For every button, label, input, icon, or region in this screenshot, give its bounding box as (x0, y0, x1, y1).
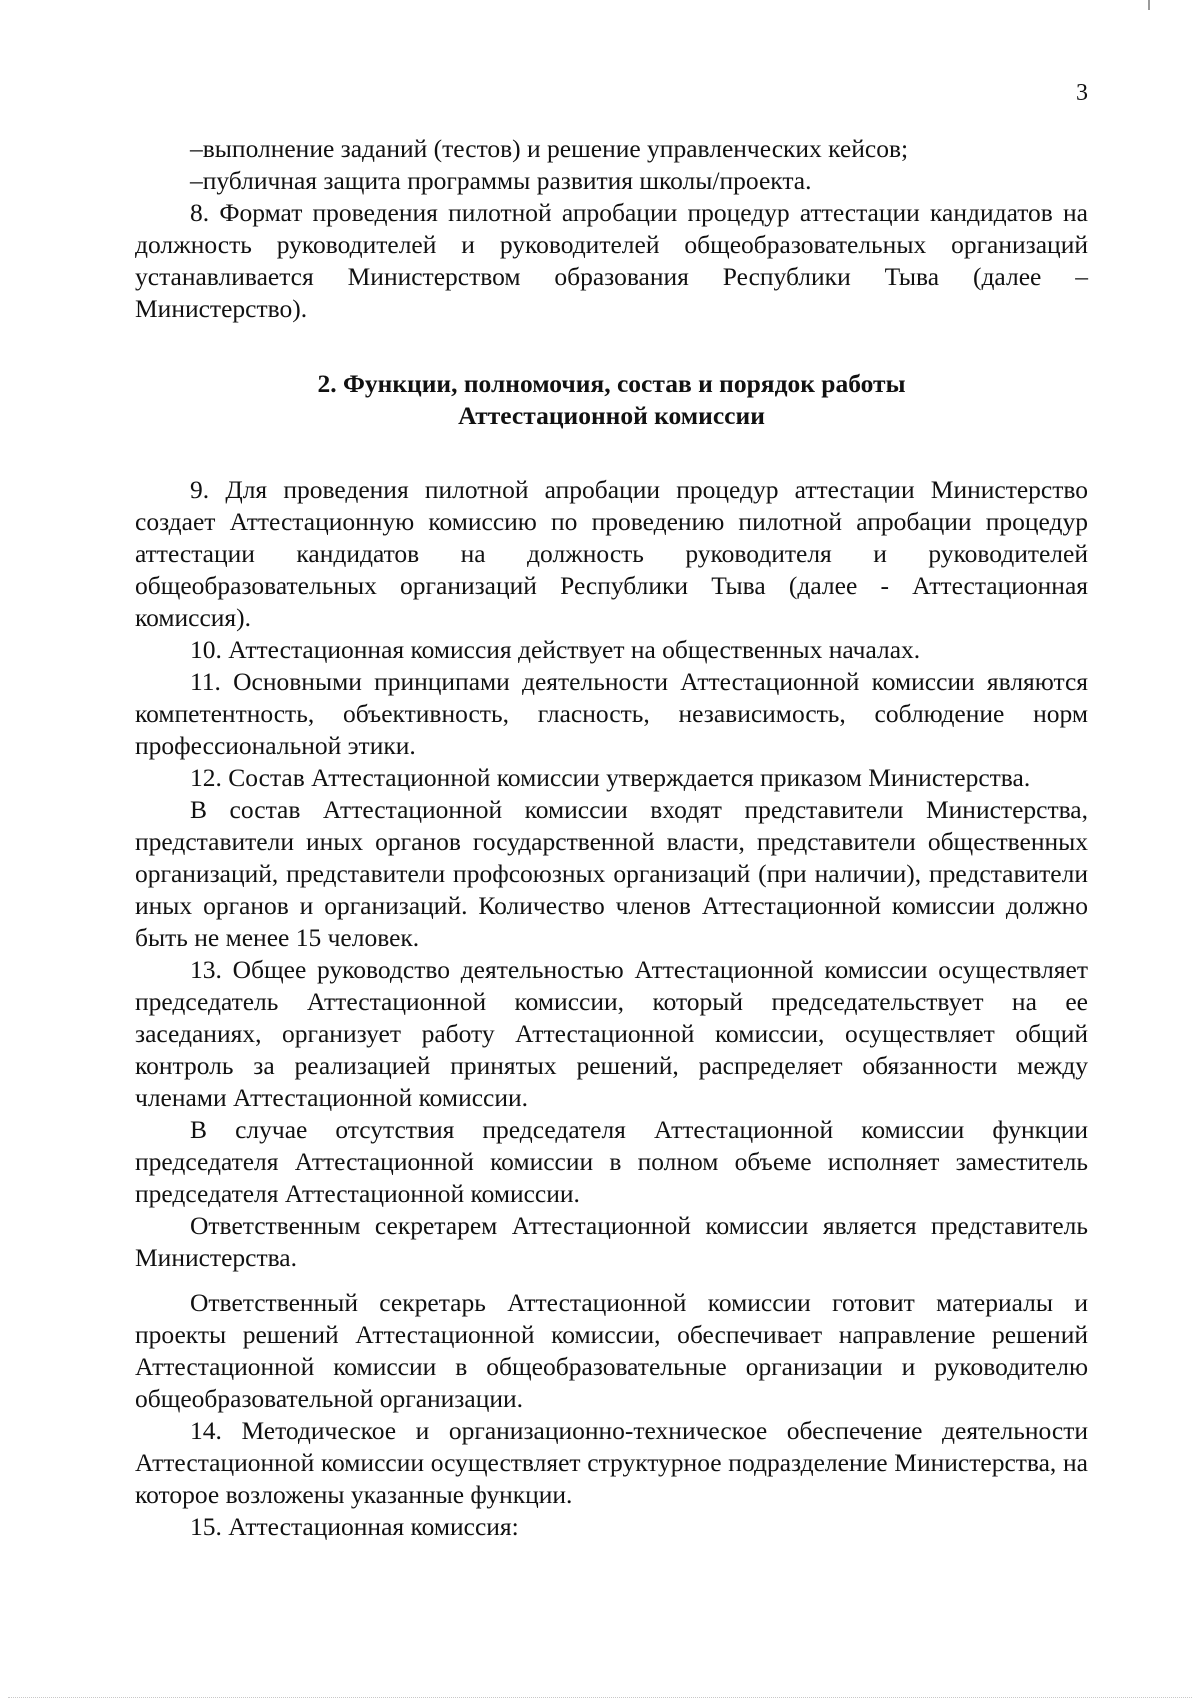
scan-artifact-mark (1148, 0, 1150, 10)
list-item-tasks: –выполнение заданий (тестов) и решение управленческих кейсов; (190, 134, 909, 163)
list-item-defense: –публичная защита программы развития школы/проекта. (190, 166, 812, 195)
section-2-heading-line-1: 2. Функции, полномочия, состав и порядок работы (317, 369, 906, 398)
paragraph-12-composition: В состав Аттестационной комиссии входят представители Министерства, представители иных органов государственной власти, представители общественных организаций, представители профсоюзных организаций (при наличии), представители иных органов и организаций. Количество членов Аттестационной комиссии должно быть не менее 15 человек. (135, 795, 1088, 952)
page-number: 3 (1076, 80, 1088, 106)
paragraph-11: 11. Основными принципами деятельности Аттестационной комиссии являются компетентность, объективность, гласность, независимость, соблюдение норм профессиональной этики. (135, 667, 1088, 760)
paragraph-13: 13. Общее руководство деятельностью Аттестационной комиссии осуществляет председатель Аттестационной комиссии, который председательствует на ее заседаниях, организует работу Аттестационной комиссии, осуществляет общий контроль за реализацией принятых решений, распределяет обязанности между членами Аттестационной комиссии. (135, 955, 1088, 1112)
scan-artifact-edge (8, 1697, 1192, 1698)
section-2-heading-line-2: Аттестационной комиссии (458, 401, 765, 430)
paragraph-10: 10. Аттестационная комиссия действует на общественных началах. (190, 635, 921, 664)
paragraph-13-absence: В случае отсутствия председателя Аттестационной комиссии функции председателя Аттестационной комиссии в полном объеме исполняет заместитель председателя Аттестационной комиссии. (135, 1115, 1088, 1208)
paragraph-12: 12. Состав Аттестационной комиссии утверждается приказом Министерства. (190, 763, 1031, 792)
paragraph-15: 15. Аттестационная комиссия: (190, 1512, 519, 1541)
paragraph-13-secretary-duties: Ответственный секретарь Аттестационной комиссии готовит материалы и проекты решений Аттестационной комиссии, обеспечивает направление решений Аттестационной комиссии в общеобразовательные организации и руководителю общеобразовательной организации. (135, 1288, 1088, 1413)
paragraph-13-secretary: Ответственным секретарем Аттестационной комиссии является представитель Министерства. (135, 1211, 1088, 1272)
paragraph-9: 9. Для проведения пилотной апробации процедур аттестации Министерство создает Аттестационную комиссию по проведению пилотной апробации процедур аттестации кандидатов на должность руководителя и руководителей общеобразовательных организаций Республики Тыва (далее - Аттестационная комиссия). (135, 475, 1088, 632)
paragraph-14: 14. Методическое и организационно-техническое обеспечение деятельности Аттестационной комиссии осуществляет структурное подразделение Министерства, на которое возложены указанные функции. (135, 1416, 1088, 1509)
paragraph-8: 8. Формат проведения пилотной апробации процедур аттестации кандидатов на должность руководителей и руководителей общеобразовательных организаций устанавливается Министерством образования Республики Тыва (далее – Министерство). (135, 198, 1088, 323)
document-body (135, 133, 1088, 1543)
section-2-heading (135, 368, 1088, 432)
